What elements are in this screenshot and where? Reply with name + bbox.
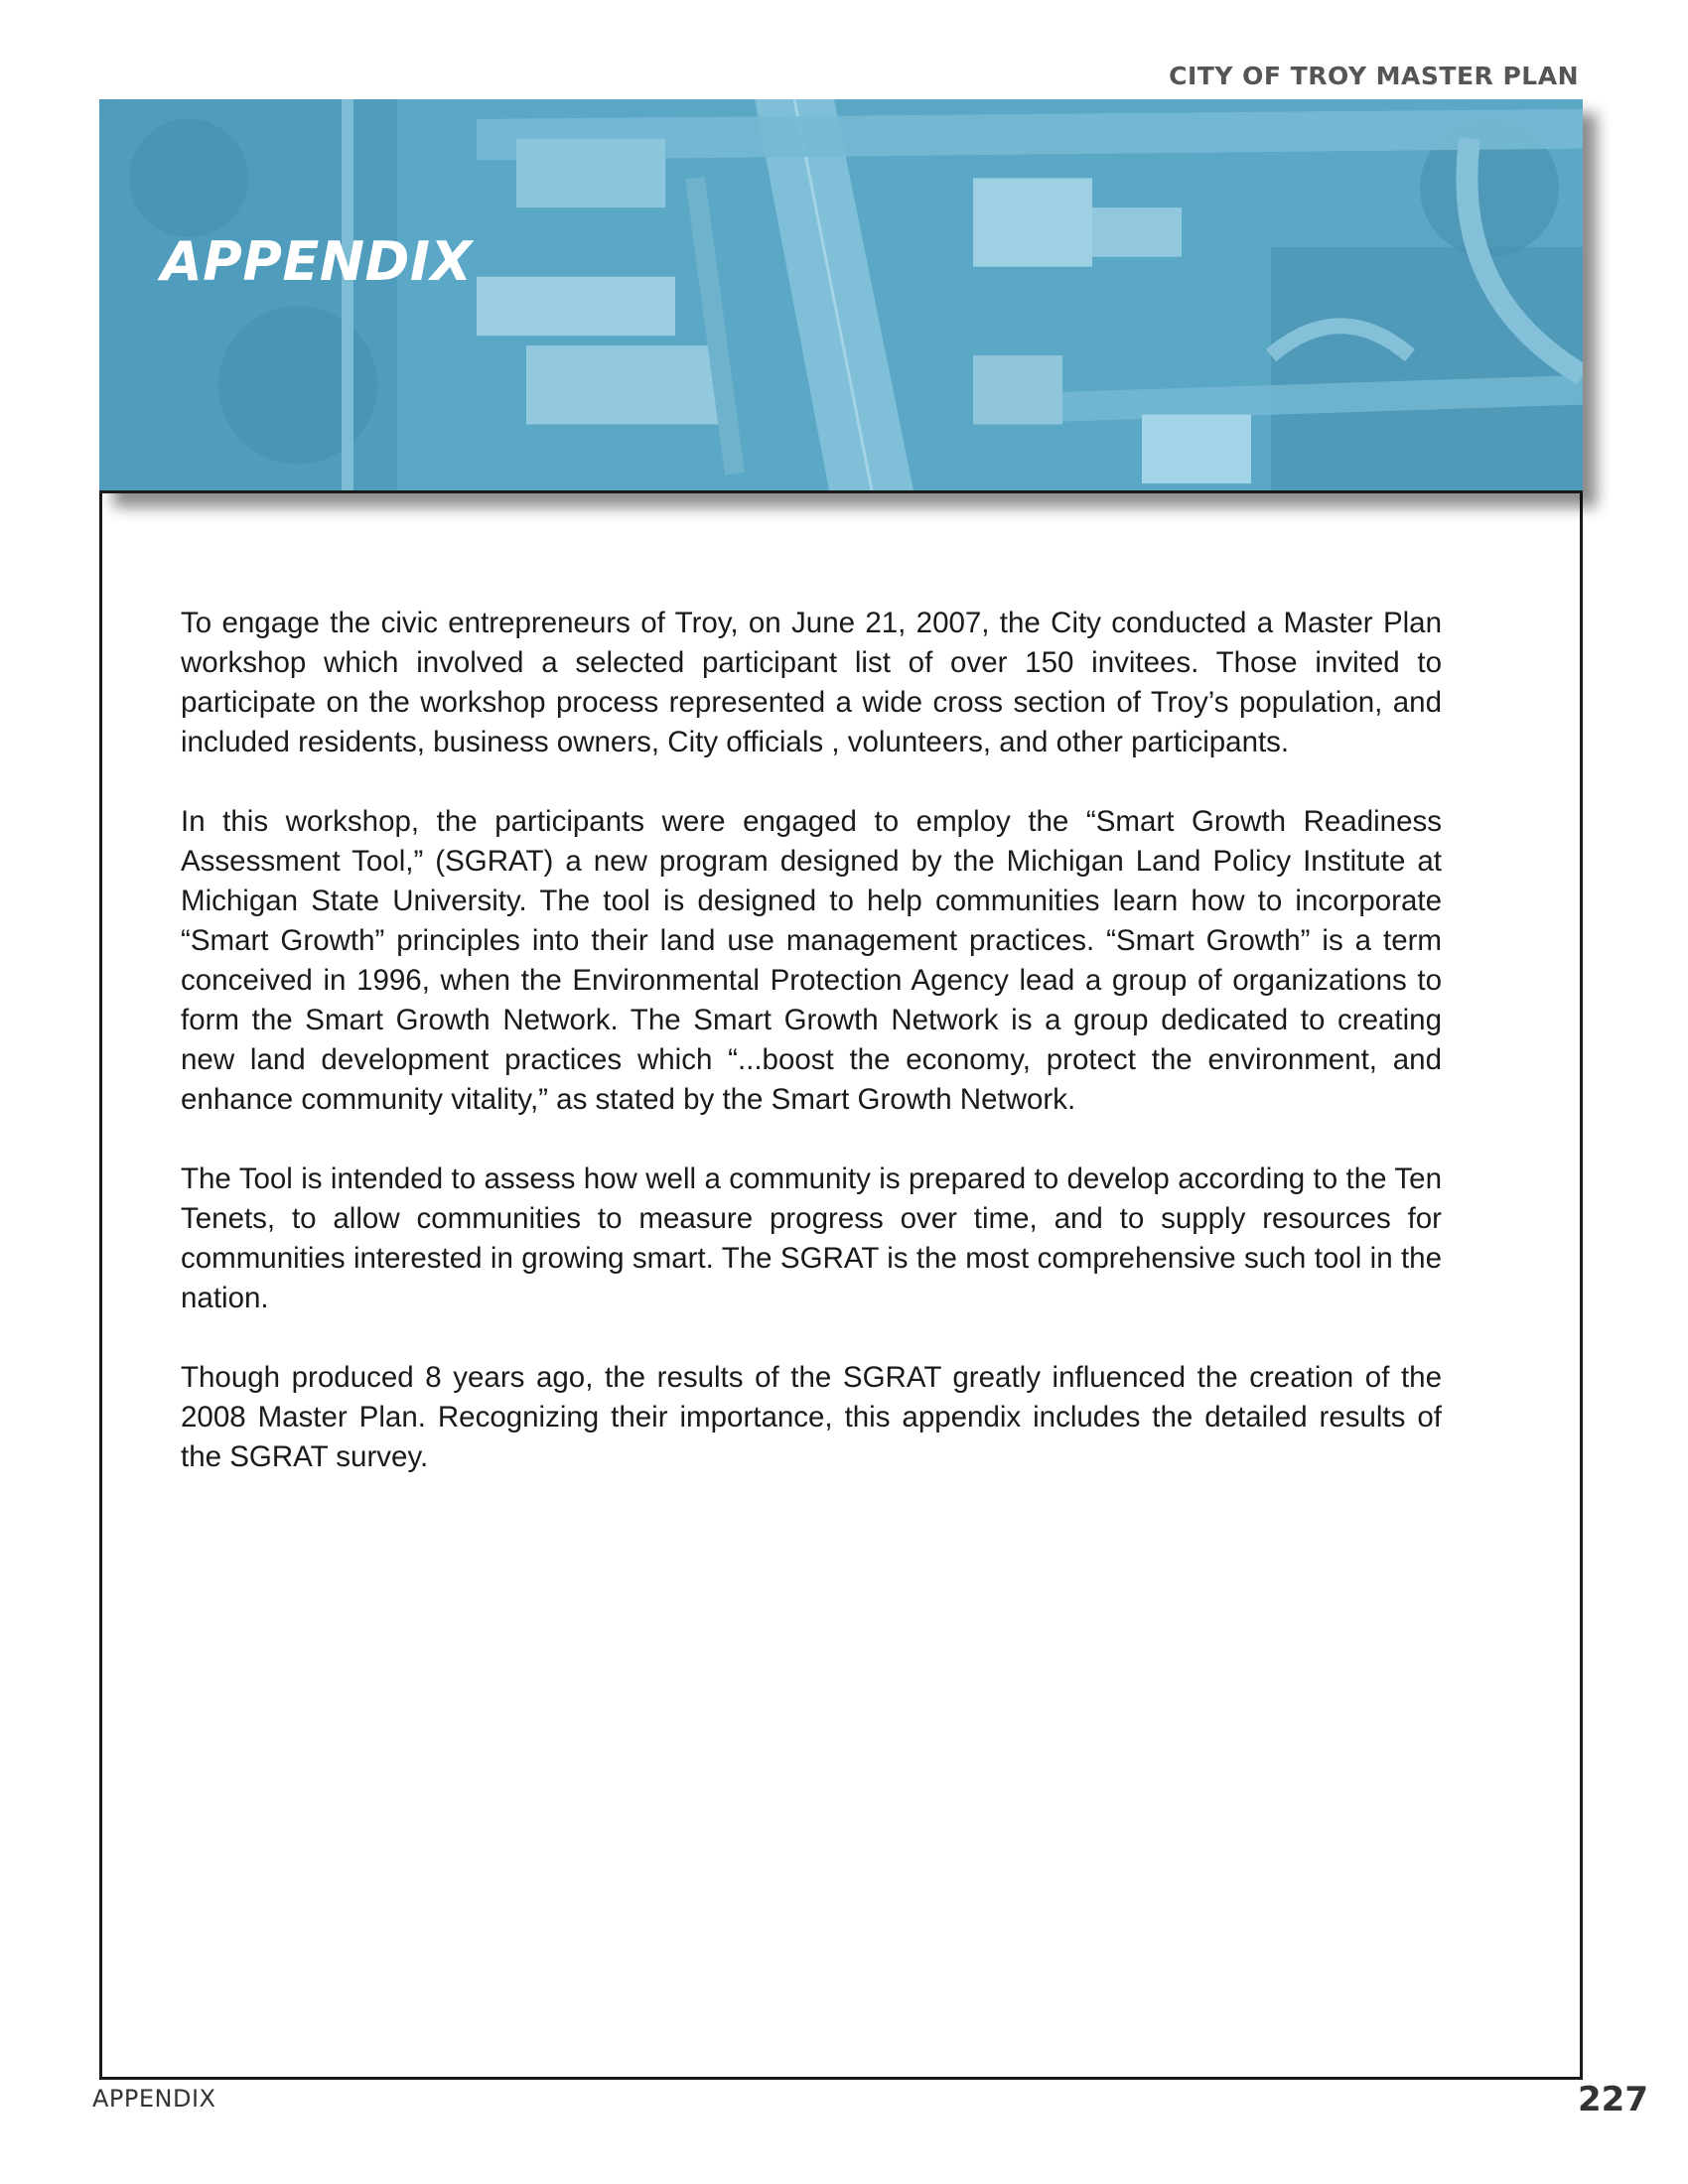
paragraph: To engage the civic entrepreneurs of Troy, on June 21, 2007, the City conducted a Master Plan workshop which involved a selected participant list of over 150 invitees. Those invited to participate on the workshop process represented a wide cross section of Troy’s population, and included residents, business owners, City officials , volunteers, and other participants.: [181, 607, 1442, 758]
footer-section-label: APPENDIX: [92, 2085, 216, 2113]
aerial-photo-image: [99, 99, 1583, 490]
paragraph: In this workshop, the participants were engaged to employ the “Smart Growth Readiness Assessment Tool,” (SGRAT) a new program designed by the Michigan Land Policy Institute at Michigan State University. The tool is designed to help communities learn how to incorporate “Smart Growth” principles into their land use management practices. “Smart Growth” is a term conceived in 1996, when the Environmental Protection Agency lead a group of organizations to form the Smart Growth Network. The Smart Growth Network is a group dedicated to creating new land development practices which “...boost the economy, protect the environment, and enhance community vitality,” as stated by the Smart Growth Network.: [181, 805, 1442, 1116]
header-banner: [99, 99, 1583, 493]
running-header: CITY OF TROY MASTER PLAN: [1169, 62, 1579, 90]
paragraph: The Tool is intended to assess how well a community is prepared to develop according to the Ten Tenets, to allow communities to measure progress over time, and to supply resources for communities interested in growing smart. The SGRAT is the most comprehensive such tool in the nation.: [181, 1162, 1442, 1314]
paragraph: Though produced 8 years ago, the results of the SGRAT greatly influenced the creation of the 2008 Master Plan. Recognizing their importance, this appendix includes the detailed results of the SGRAT survey.: [181, 1361, 1442, 1473]
banner-title: APPENDIX: [161, 230, 473, 293]
body-text: [181, 604, 1442, 1517]
page-number: 227: [1578, 2080, 1648, 2119]
